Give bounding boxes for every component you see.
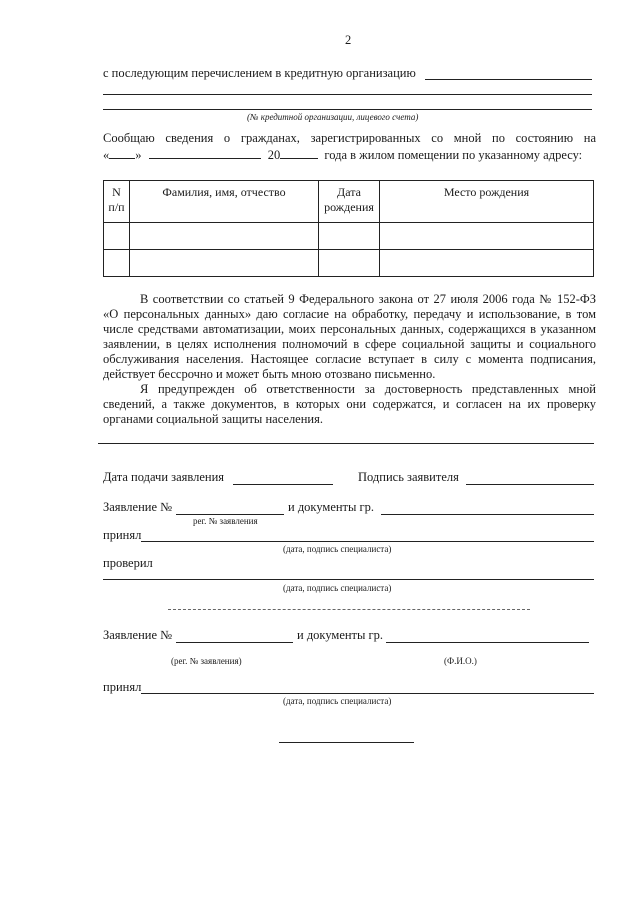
table-cell[interactable] bbox=[104, 223, 130, 250]
receipt-application-number-field[interactable] bbox=[176, 642, 293, 643]
responsibility-paragraph bbox=[103, 382, 596, 427]
residents-table bbox=[103, 180, 594, 277]
responsibility-line: органами социальной защиты населения. bbox=[103, 412, 323, 426]
accepted-signature-field[interactable] bbox=[141, 541, 594, 542]
header-birth-date: Дата рождения bbox=[319, 181, 380, 223]
year-prefix: 20 bbox=[267, 148, 281, 162]
consent-line: действует бессрочно и может быть мною отозвано письменно. bbox=[103, 367, 436, 381]
table-cell[interactable] bbox=[130, 223, 319, 250]
table-row bbox=[104, 250, 594, 277]
cut-line bbox=[168, 609, 530, 610]
quote-open: « bbox=[103, 148, 110, 162]
receipt-application-label: Заявление № bbox=[103, 628, 173, 642]
residents-intro-tail: года в жилом помещении по указанному адресу: bbox=[324, 148, 583, 162]
documents-label: и документы гр. bbox=[288, 500, 375, 514]
month-field[interactable] bbox=[149, 147, 261, 159]
day-field[interactable] bbox=[109, 147, 135, 159]
responsibility-line: Я предупрежден об ответственности за достоверность представленных мной bbox=[140, 382, 596, 396]
reg-number-caption: рег. № заявления bbox=[193, 516, 258, 526]
applicant-name-field[interactable] bbox=[381, 514, 594, 515]
table-cell[interactable] bbox=[380, 223, 594, 250]
receipt-reg-caption: (рег. № заявления) bbox=[171, 656, 242, 666]
residents-intro-line-2 bbox=[103, 147, 582, 163]
receipt-accepted-label: принял bbox=[103, 680, 142, 694]
bank-account-caption: (№ кредитной организации, лицевого счета) bbox=[247, 112, 419, 122]
consent-line: В соответствии со статьей 9 Федерального закона от 27 июля 2006 года № 152-ФЗ bbox=[140, 292, 596, 306]
applicant-signature-field[interactable] bbox=[466, 484, 594, 485]
applicant-signature-label: Подпись заявителя bbox=[358, 470, 459, 484]
bank-account-field-line-3[interactable] bbox=[103, 109, 592, 110]
table-cell[interactable] bbox=[380, 250, 594, 277]
accepted-caption: (дата, подпись специалиста) bbox=[283, 544, 392, 554]
bank-account-field-line-2[interactable] bbox=[103, 94, 592, 95]
responsibility-line: сведений, а также документов, в которых они содержатся, и согласен на их проверку bbox=[103, 397, 596, 411]
consent-line: заявлении, в целях исполнения полномочий в сфере социальной защиты и социального bbox=[103, 337, 596, 351]
page-number: 2 bbox=[345, 33, 352, 47]
receipt-accepted-signature-field[interactable] bbox=[141, 693, 594, 694]
table-header-row bbox=[104, 181, 594, 223]
quote-close: » bbox=[135, 148, 142, 162]
application-number-field[interactable] bbox=[176, 514, 284, 515]
section-divider bbox=[98, 443, 594, 444]
consent-line: обслуживания населения. Настоящее согласие вступает в силу с момента подписания, bbox=[103, 352, 596, 366]
submission-date-field[interactable] bbox=[233, 484, 333, 485]
submission-date-label: Дата подачи заявления bbox=[103, 470, 225, 484]
header-full-name: Фамилия, имя, отчество bbox=[130, 181, 319, 223]
year-field[interactable] bbox=[280, 147, 318, 159]
bank-account-field[interactable] bbox=[425, 79, 592, 80]
accepted-label: принял bbox=[103, 528, 142, 542]
header-birth-place: Место рождения bbox=[380, 181, 594, 223]
checked-label: проверил bbox=[103, 556, 153, 570]
receipt-accepted-caption: (дата, подпись специалиста) bbox=[283, 696, 392, 706]
table-cell[interactable] bbox=[130, 250, 319, 277]
residents-intro-line-1: Сообщаю сведения о гражданах, зарегистрированных со мной по состоянию на bbox=[103, 131, 596, 145]
checked-caption: (дата, подпись специалиста) bbox=[283, 583, 392, 593]
bottom-rule bbox=[279, 742, 414, 743]
consent-line: «О персональных данных» даю согласие на обработку, передачу и использование, в том bbox=[103, 307, 596, 321]
bank-transfer-label: с последующим перечислением в кредитную организацию bbox=[103, 66, 416, 80]
receipt-fio-caption: (Ф.И.О.) bbox=[444, 656, 477, 666]
consent-paragraph bbox=[103, 292, 596, 382]
table-cell[interactable] bbox=[319, 250, 380, 277]
table-cell[interactable] bbox=[104, 250, 130, 277]
table-cell[interactable] bbox=[319, 223, 380, 250]
header-number: N п/п bbox=[104, 181, 130, 223]
receipt-applicant-name-field[interactable] bbox=[386, 642, 589, 643]
consent-line: числе средствами автоматизации, моих персональных данных, содержащихся в указанном bbox=[103, 322, 596, 336]
table-row bbox=[104, 223, 594, 250]
checked-signature-field[interactable] bbox=[103, 579, 594, 580]
application-number-label: Заявление № bbox=[103, 500, 173, 514]
receipt-documents-label: и документы гр. bbox=[297, 628, 384, 642]
